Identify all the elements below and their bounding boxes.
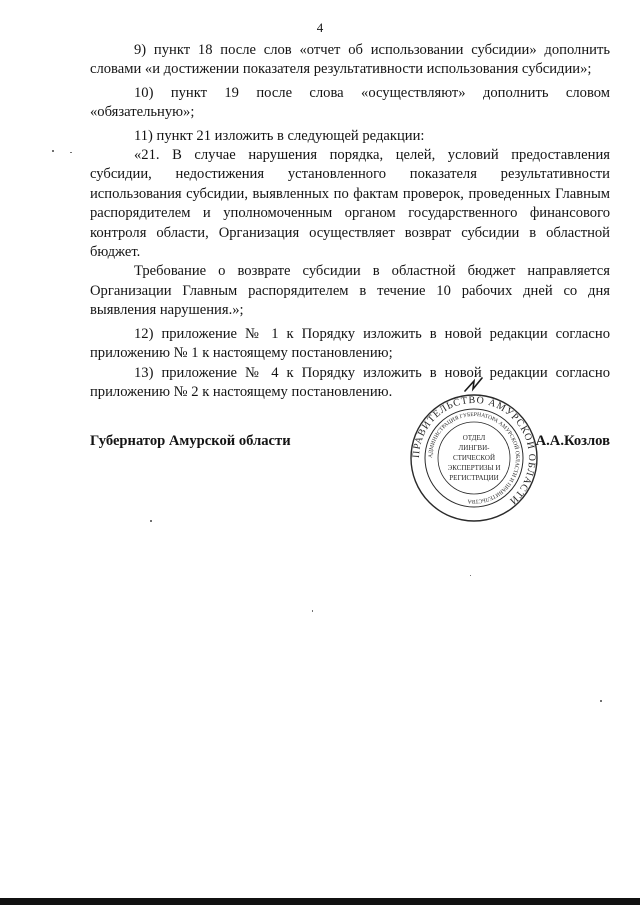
signatory-name: А.А.Козлов — [535, 433, 610, 449]
signatory-title: Губернатор Амурской области — [90, 433, 291, 449]
paragraph-item-12: 12) приложение № 1 к Порядку изложить в новой редакции согласно приложению № 1 к настоящему постановлению; — [90, 325, 610, 362]
scan-bottom-edge — [0, 898, 640, 905]
stamp-center-line: СТИЧЕСКОЙ — [452, 454, 496, 462]
scan-speck — [600, 700, 602, 702]
scan-speck — [312, 610, 313, 612]
scan-speck — [52, 150, 54, 152]
scan-speck — [470, 575, 471, 576]
stamp-outer-text: ПРАВИТЕЛЬСТВО АМУРСКОЙ ОБЛАСТИ — [410, 394, 538, 507]
stamp-center-line: ОТДЕЛ — [462, 434, 486, 442]
paragraph-item-11: 11) пункт 21 изложить в следующей редакции: — [134, 127, 425, 144]
stamp-center-line: РЕГИСТРАЦИИ — [449, 474, 499, 482]
stamp-center-line: ЛИНГВИ- — [458, 444, 490, 452]
paragraph-clause-21-requirement: Требование о возврате субсидии в областной бюджет направляется Организации Главным распорядителем в течение 10 рабочих дней со дня выявления нарушения.»; — [90, 263, 610, 319]
paragraph-item-9: 9) пункт 18 после слов «отчет об использовании субсидии» дополнить словами «и достижении показателя результативности использования субсидии»; — [90, 42, 610, 78]
paragraph-clause-21: «21. В случае нарушения порядка, целей, условий предоставления субсидии, недостижения установленного показателя результативности использования субсидии, выявленных по фактам проверок, проведенных Главным распорядителем и уполномоченным органом государственного финансового контроля области, Организация осуществляет возврат субсидии в областной бюджет. — [90, 147, 610, 261]
scan-speck — [150, 520, 152, 522]
stamp-ring-text: АДМИНИСТРАЦИЯ ГУБЕРНАТОРА АМУРСКОЙ ОБЛАСТИ И ПРАВИТЕЛЬСТВА — [427, 411, 521, 505]
document-body — [90, 41, 610, 402]
scan-speck — [70, 152, 72, 153]
page-number: 4 — [316, 20, 324, 35]
paragraph-item-13: 13) приложение № 4 к Порядку изложить в новой редакции согласно приложению № 2 к настоящему постановлению. — [90, 364, 610, 400]
stamp-center-line: ЭКСПЕРТИЗЫ И — [447, 464, 501, 472]
official-stamp — [408, 392, 540, 524]
handwritten-mark — [462, 375, 486, 395]
paragraph-item-10: 10) пункт 19 после слова «осуществляют» дополнить словом «обязательную»; — [90, 84, 610, 121]
